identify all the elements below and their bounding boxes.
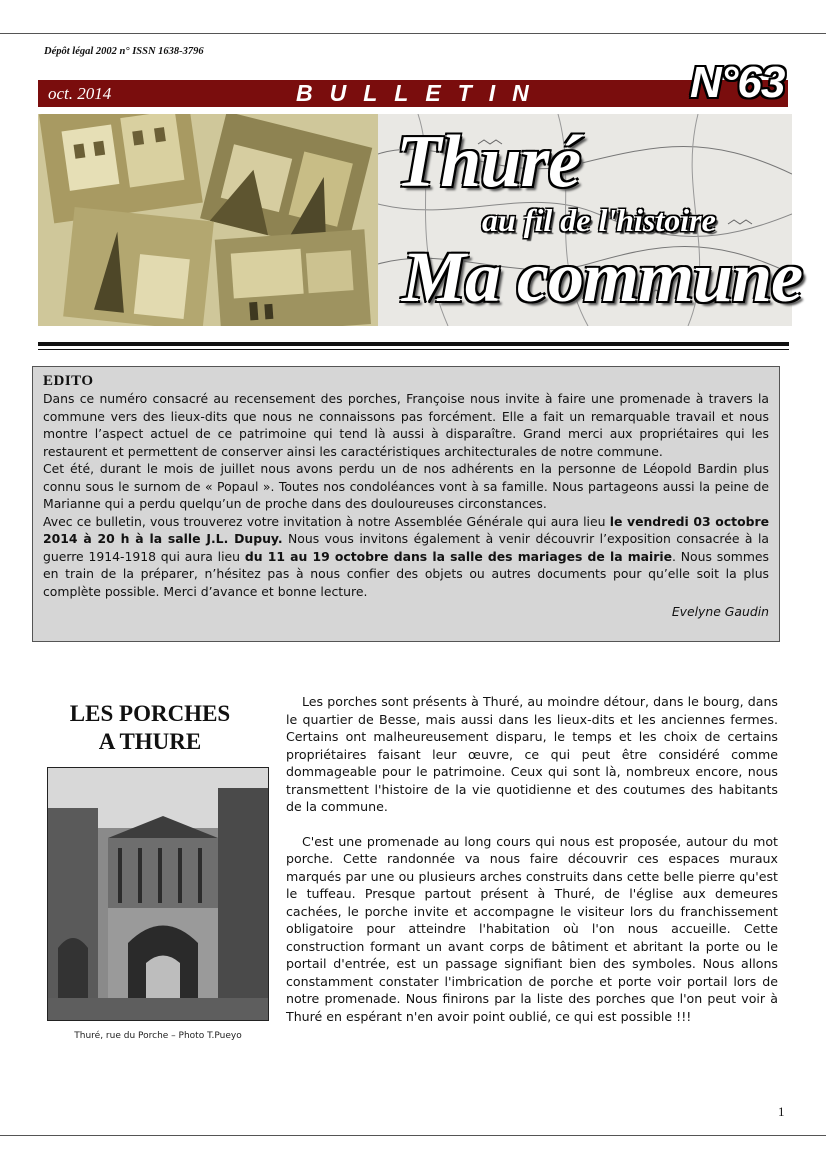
edito-bold-text: le vendredi 03 octobre 2014 à 20 h à la salle J.L. Dupuy. xyxy=(43,513,769,546)
edito-box xyxy=(32,366,780,642)
bottom-rule xyxy=(0,1135,826,1136)
article-body xyxy=(286,693,778,1042)
article-paragraph: Les porches sont présents à Thuré, au moindre détour, dans le bourg, dans le quartier de Besse, mais aussi dans les lieux-dits et les anciennes fermes. Certains ont malheureusement disparu, le temps et les choix de certains propriétaires faisant leur œuvre, ce qui peut être considéré comme dommageable pour le patrimoine. Ceux qui sont là, nombreux encore, nous transmettent l'histoire de la vie quotidienne et des coutumes des habitants de la commune. xyxy=(286,694,778,814)
edito-paragraph: Dans ce numéro consacré au recensement des porches, Françoise nous invite à faire une promenade à travers la commune vers des lieux-dits que nous ne connaissons pas forcément. Elle a fait un remarquable travail et nous montre l’aspect actuel de ce patrimoine qui tend là aussi à disparaître. Grand merci aux propriétaires qui les restaurent et permettent de conserver ainsi les caractéristiques architecturales de notre commune. xyxy=(43,391,769,459)
masthead-rule-thin xyxy=(38,349,789,350)
edito-bold-text: du 11 au 19 octobre dans la salle des mariages de la mairie xyxy=(244,548,673,564)
masthead-title-thure: Thuré xyxy=(396,121,581,203)
edito-signature: Evelyne Gaudin xyxy=(671,604,769,619)
masthead-rule-thick xyxy=(38,342,789,346)
bulletin-label: BULLETIN xyxy=(296,80,546,106)
edito-paragraph: Cet été, durant le mois de juillet nous avons perdu un de nos adhérents en la personne de Léopold Bardin plus connu sous le surnom de « Popaul ». Toutes nos condoléances vont à sa famille. Nous partageons aussi la peine de Marianne qui a perdu quelqu’un de proche dans des douloureuses circonstances. xyxy=(43,461,769,511)
edito-title: EDITO xyxy=(43,373,94,389)
photo-caption: Thuré, rue du Porche – Photo T.Pueyo xyxy=(74,1031,242,1041)
edito-text: . Nous sommes en train de la préparer, n’hésitez pas à nous confier des objets ou autres documents pour qu’elle soit la plus complète possible. Merci d’avance et bonne lecture. xyxy=(43,548,769,599)
article-title xyxy=(40,700,260,756)
porch-photo xyxy=(47,767,269,1021)
edito-text: Avec ce bulletin, vous trouverez votre invitation à notre Assemblée Générale qui aura lieu xyxy=(43,513,610,529)
masthead-title-commune: Ma commune xyxy=(402,237,803,317)
issue-date: oct. 2014 xyxy=(48,84,112,103)
legal-deposit: Dépôt légal 2002 n° ISSN 1638-3796 xyxy=(44,46,204,57)
issue-number: N°63 xyxy=(690,58,785,107)
top-rule xyxy=(0,33,826,34)
article-title-line: A THURE xyxy=(98,729,202,754)
page-number: 1 xyxy=(778,1104,785,1119)
edito-text: Nous vous invitons également à venir découvrir l’exposition consacrée à la guerre 1914-1918 qui aura lieu xyxy=(43,531,770,564)
postcards-collage-image xyxy=(38,114,378,326)
masthead-subtitle: au fil de l'histoire xyxy=(482,202,716,238)
article-paragraph: C'est une promenade au long cours qui nous est proposée, autour du mot porche. Cette randonnée va nous faire découvrir ces espaces muraux marqués par une ou plusieurs arches construits dans cette belle pierre qu'est le tuffeau. Presque partout présent à Thuré, de l'église aux demeures cachées, le porche invite et accompagne le visiteur lors du franchissement obligatoire pour atteindre l'habitation où l'on nous accueille. Cette construction formant un avant corps de bâtiment et abritant la porte ou le portail d'entrée, est un passage signifiant bien des symboles. Nous allons constamment constater l'imbrication de porche et porte voir portail lors de notre promenade. Nous finirons par la liste des porches que l'on peut voir à Thuré en espérant n'en avoir point oublié, ce qui est possible !!! xyxy=(286,833,778,1024)
article-title-line: LES PORCHES xyxy=(69,701,231,726)
edito-paragraph xyxy=(43,513,769,601)
